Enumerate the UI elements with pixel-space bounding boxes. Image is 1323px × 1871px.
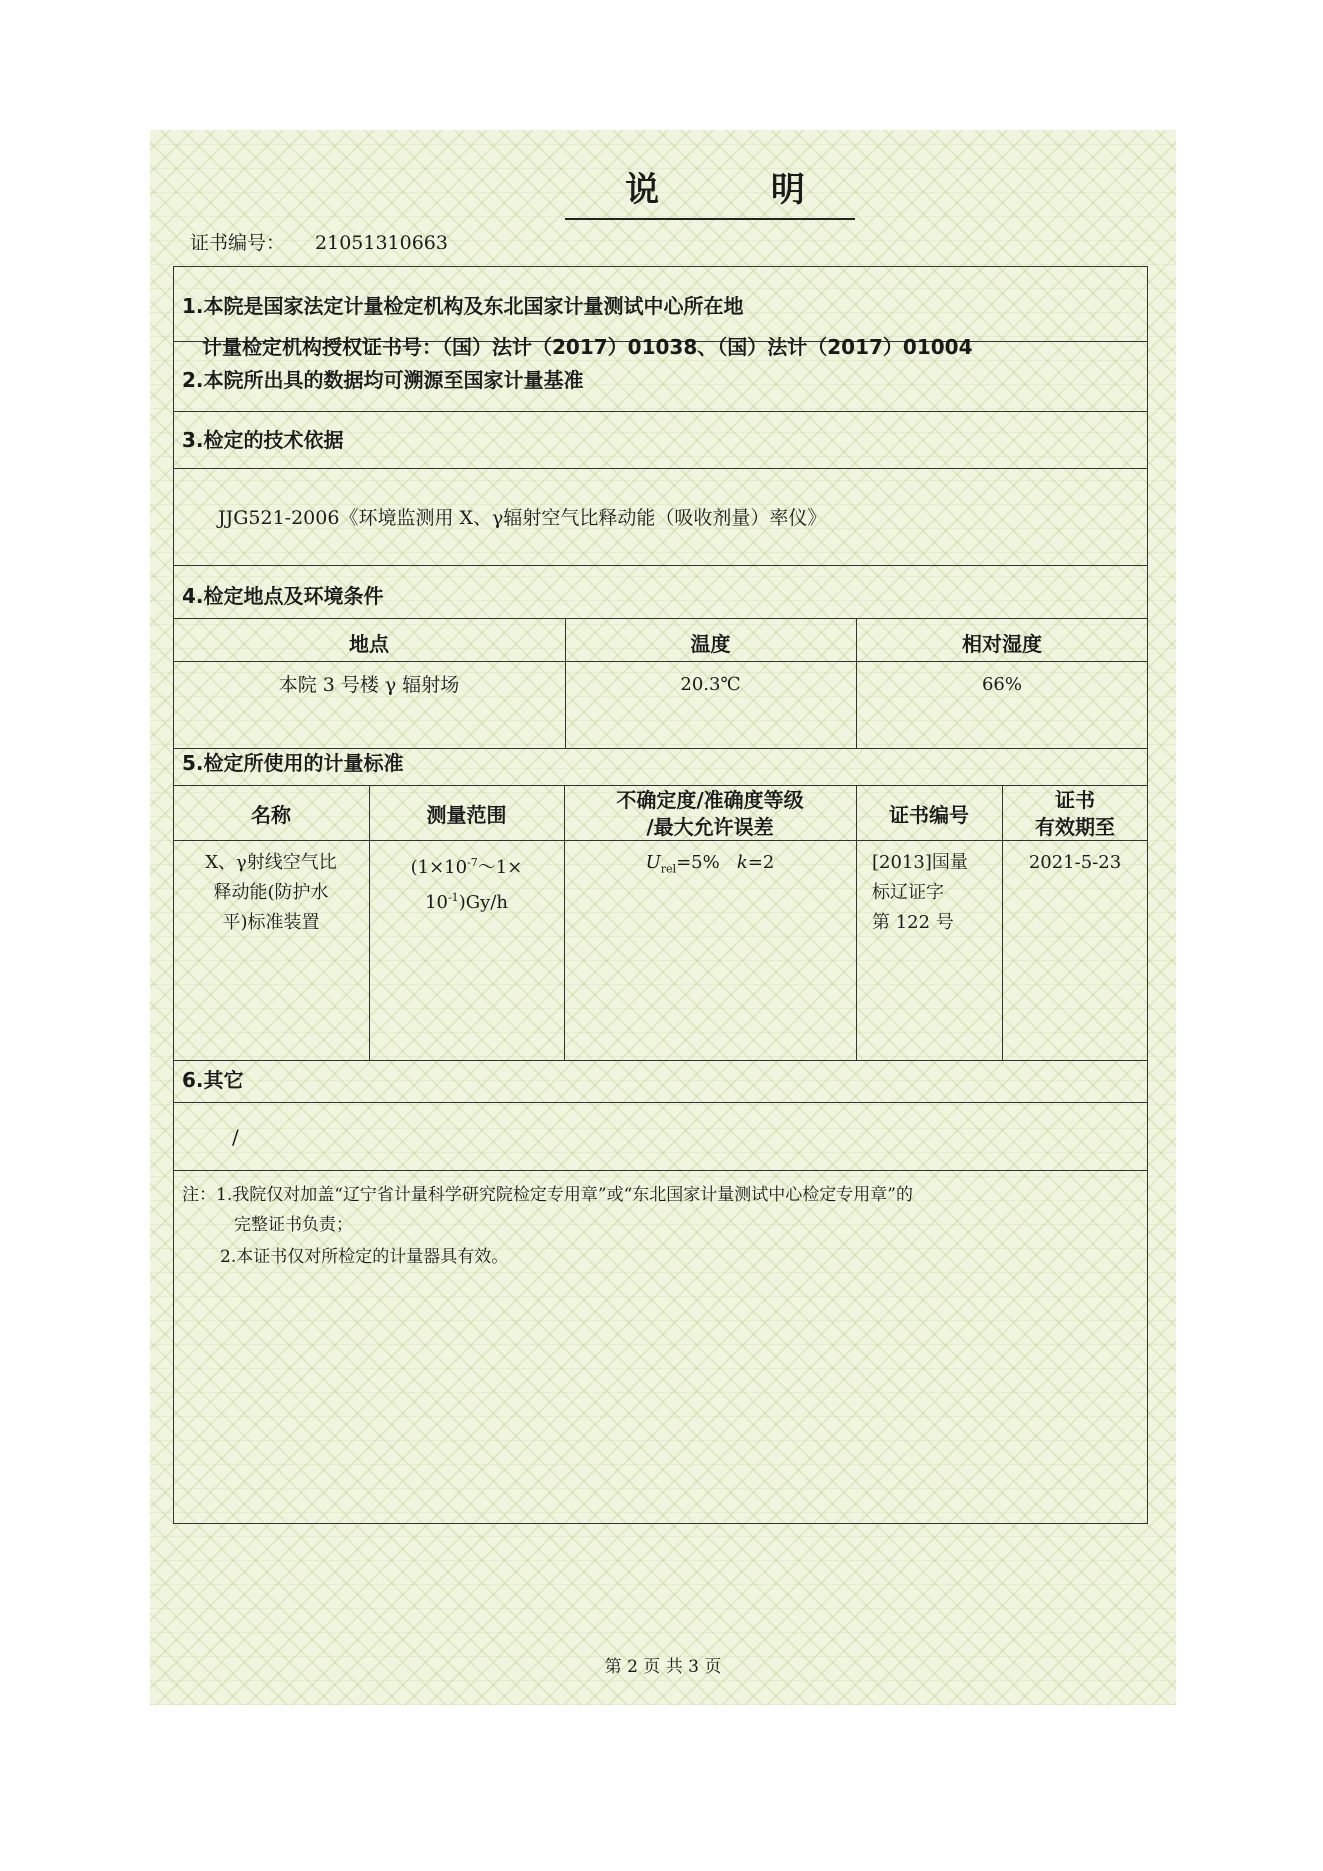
s1-license-line: 计量检定机构授权证书号：（国）法计（2017）01038、（国）法计（2017）01004 [202,335,973,359]
range-exp1: -7 [467,856,478,869]
range-part-a: (1×10 [410,857,468,878]
s4-header-temperature: 温度 [690,632,731,656]
note-line-2: 完整证书负责； [234,1215,353,1235]
rule-s4-header [173,661,1148,662]
s2-heading: 2.本院所出具的数据均可溯源至国家计量基准 [182,368,584,392]
rule-after-s3-heading [173,468,1148,469]
s5-header-validity [1002,787,1148,841]
rule-after-s4-heading [173,618,1148,619]
s5-certno-line3: 第 122 号 [872,912,954,933]
s5-certno-line2: 标辽证字 [872,882,944,903]
s4-value-humidity: 66% [981,674,1022,695]
s4-heading: 4.检定地点及环境条件 [182,584,384,608]
certificate-page [150,130,1176,1705]
unc-k: k [736,852,748,873]
range-part-c: 10 [425,892,448,913]
rule-after-s3 [173,565,1148,566]
s5-measurement-range [369,848,564,918]
s1-heading: 1.本院是国家法定计量检定机构及东北国家计量测试中心所在地 [182,294,744,318]
unc-u: U [645,852,661,873]
rule-after-s6-heading [173,1102,1148,1103]
s5-header-uncertainty [564,787,856,841]
note-line-3: 2.本证书仅对所检定的计量器具有效。 [220,1247,509,1267]
s4-header-location: 地点 [349,632,389,656]
note-line-1: 注：1.我院仅对加盖“辽宁省计量科学研究院检定专用章”或“东北国家计量测试中心检定专用章”的 [182,1185,913,1205]
title-underline [565,218,855,220]
s4-value-temperature: 20.3℃ [680,674,741,695]
range-exp2: -1 [447,891,459,904]
s5-standard-name-line1: X、γ射线空气比 [205,852,337,873]
s4-header-humidity: 相对湿度 [962,632,1042,656]
range-part-d: )Gy/h [458,892,508,913]
s5-header-range: 测量范围 [426,803,507,827]
unc-sub: rel [660,862,677,876]
s5-header-validity-line1: 证书 [1055,788,1095,812]
s5-standard-name-line2: 释动能(防护水 [213,882,329,903]
s5-header-uncertainty-line2: /最大允许误差 [646,815,774,839]
unc-k-val: =2 [747,852,775,873]
s6-content: / [232,1125,239,1149]
s5-header-name: 名称 [251,803,291,827]
rule-after-s6 [173,1170,1148,1171]
certificate-number-label: 证书编号： [190,232,286,254]
rule-after-s5 [173,1060,1148,1061]
s5-standard-certno [856,848,1002,938]
s3-technical-basis: JJG521-2006《环境监测用 X、γ辐射空气比释动能（吸收剂量）率仪》 [218,507,827,529]
s5-valid-until: 2021-5-23 [1028,852,1122,873]
page-footer: 第 2 页 共 3 页 [604,1657,722,1677]
s3-heading: 3.检定的技术依据 [182,428,344,452]
s5-certno-line1: [2013]国量 [872,852,968,873]
s5-header-uncertainty-line1: 不确定度/准确度等级 [616,788,804,812]
s6-heading: 6.其它 [182,1068,244,1092]
certificate-number [190,228,448,255]
s5-header-validity-line2: 有效期至 [1035,815,1115,839]
page-title: 说 明 [625,170,855,210]
s5-standard-name [173,848,369,938]
certificate-number-value: 21051310663 [315,232,448,254]
rule-after-s2 [173,411,1148,412]
unc-rest: =5% [676,852,720,873]
s4-value-location: 本院 3 号楼 γ 辐射场 [278,674,460,696]
s5-heading: 5.检定所使用的计量标准 [182,751,404,775]
range-part-b: ～1× [477,857,523,878]
s5-header-certno: 证书编号 [889,803,969,827]
s5-uncertainty-value [564,848,856,885]
s5-standard-name-line3: 平)标准装置 [222,912,320,933]
